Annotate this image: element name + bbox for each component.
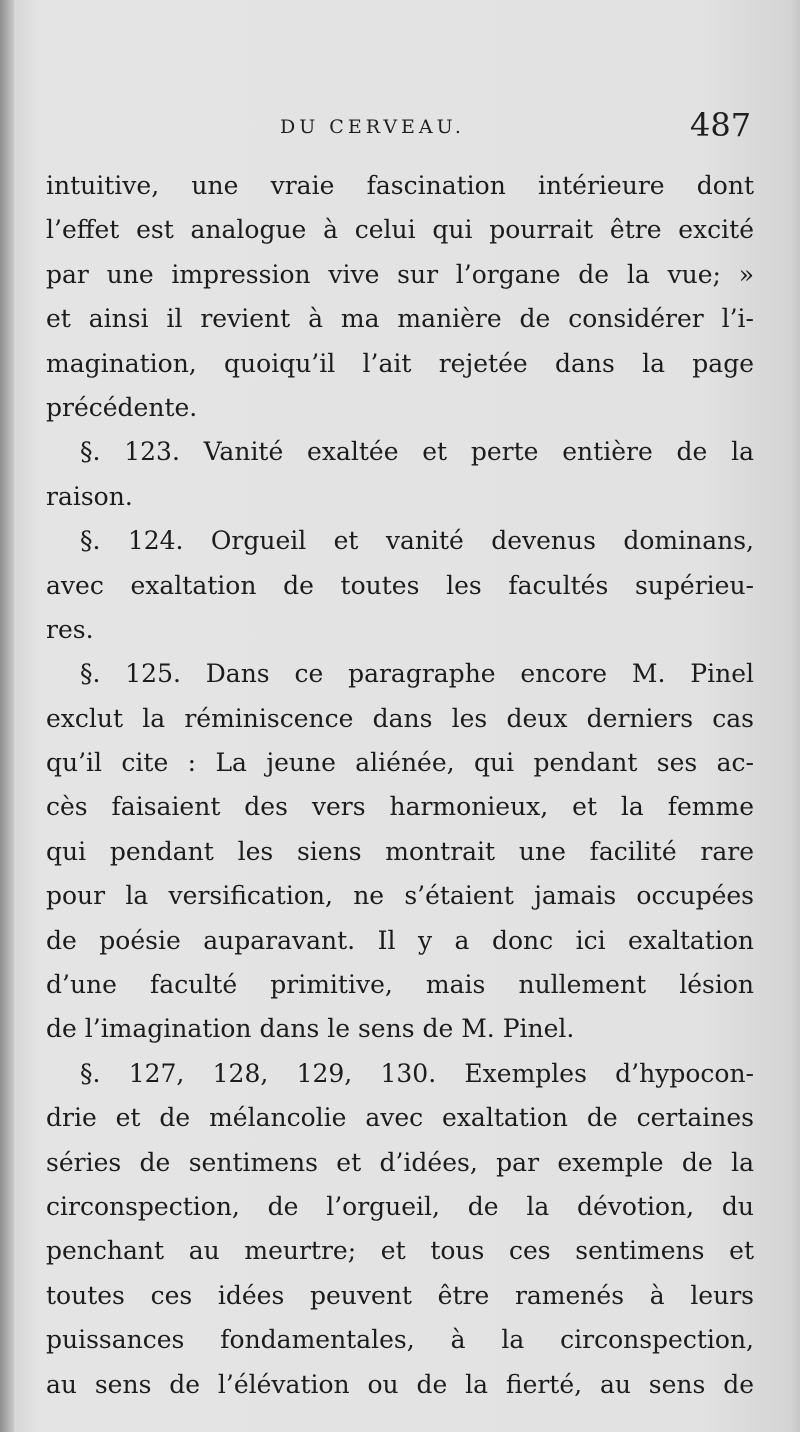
text-line: et ainsi il revient à ma manière de considérer l’i- [46,304,754,334]
text-line: res. [46,614,94,644]
text-line: toutes ces idées peuvent être ramenés à leurs [46,1280,754,1310]
text-line: puissances fondamentales, à la circonspection, [46,1325,754,1355]
text-line: qui pendant les siens montrait une facilité rare [46,836,754,866]
text-line: au sens de l’élévation ou de la fierté, au sens de [46,1369,754,1399]
text-line: magination, quoiqu’il l’ait rejetée dans la page [46,348,754,378]
text-line: de poésie auparavant. Il y a donc ici exaltation [46,925,754,955]
text-line: cès faisaient des vers harmonieux, et la femme [46,792,754,822]
text-line: qu’il cite : La jeune aliénée, qui pendant ses ac- [46,748,754,778]
page-number: 487 [690,106,752,144]
paragraph-first-line: §. 125. Dans ce paragraphe encore M. Pinel [80,659,754,689]
text-line: intuitive, une vraie fascination intérieure dont [46,171,754,200]
text-line: d’une faculté primitive, mais nullement lésion [46,970,754,1000]
text-line: pour la versification, ne s’étaient jamais occupées [46,881,754,911]
text-line: circonspection, de l’orgueil, de la dévotion, du [46,1191,754,1221]
paragraph-first-line: §. 124. Orgueil et vanité devenus dominans, [80,526,754,556]
page-gutter-edge [0,0,14,1432]
paragraph-first-line: §. 127, 128, 129, 130. Exemples d’hypocon- [80,1058,754,1088]
running-head-title: DU CERVEAU. [280,116,465,138]
text-line: par une impression vive sur l’organe de la vue; » [46,259,754,289]
text-line: drie et de mélancolie avec exaltation de certaines [46,1103,754,1133]
paragraph-first-line: §. 123. Vanité exaltée et perte entière de la [80,437,754,467]
text-line: penchant au meurtre; et tous ces sentimens et [46,1236,754,1266]
running-head [0,106,800,150]
text-line: séries de sentimens et d’idées, par exemple de la [46,1147,754,1177]
body-text [46,164,754,1407]
text-line: de l’imagination dans le sens de M. Pinel. [46,1014,575,1044]
text-line: avec exaltation de toutes les facultés supérieu- [46,570,754,600]
text-line: exclut la réminiscence dans les deux derniers cas [46,703,754,733]
text-line: précédente. [46,392,198,422]
text-line: raison. [46,481,133,511]
text-line: l’effet est analogue à celui qui pourrait être excité [46,215,754,245]
